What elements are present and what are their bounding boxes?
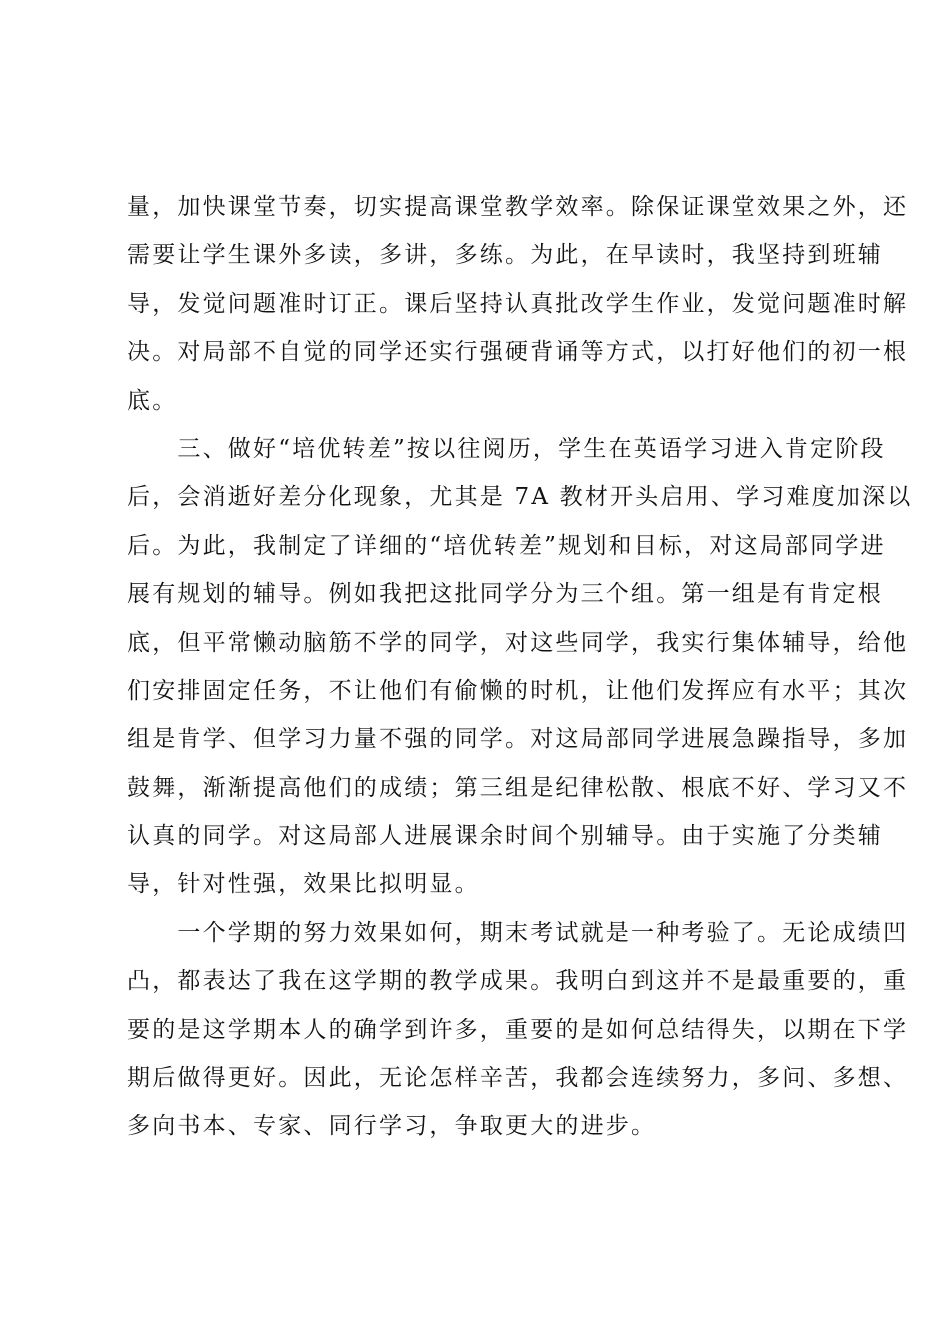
text-line: 导，针对性强，效果比拟明显。 <box>127 871 480 898</box>
text-line: 后。为此，我制定了详细的“培优转差”规划和目标，对这局部同学进 <box>127 532 886 559</box>
text-line: 底。 <box>127 387 178 414</box>
text-line: 要的是这学期本人的确学到许多，重要的是如何总结得失，以期在下学 <box>127 1016 909 1043</box>
text-line: 展有规划的辅导。例如我把这批同学分为三个组。第一组是有肯定根 <box>127 581 883 608</box>
text-line: 决。对局部不自觉的同学还实行强硬背诵等方式，以打好他们的初一根 <box>127 339 909 366</box>
body-text <box>127 183 913 1151</box>
text-line: 需要让学生课外多读，多讲，多练。为此，在早读时，我坚持到班辅 <box>127 242 883 269</box>
text-line: 三、做好“培优转差”按以往阅历，学生在英语学习进入肯定阶段 <box>127 435 886 462</box>
text-line: 们安排固定任务，不让他们有偷懒的时机，让他们发挥应有水平；其次 <box>127 677 909 704</box>
text-line: 底，但平常懒动脑筋不学的同学，对这些同学，我实行集体辅导，给他 <box>127 629 909 656</box>
text-line: 后，会消逝好差分化现象，尤其是 7A 教材开头启用、学习难度加深以 <box>127 484 913 511</box>
text-line: 鼓舞，渐渐提高他们的成绩；第三组是纪律松散、根底不好、学习又不 <box>127 774 909 801</box>
text-line: 导，发觉问题准时订正。课后坚持认真批改学生作业，发觉问题准时解 <box>127 290 909 317</box>
text-line: 多向书本、专家、同行学习，争取更大的进步。 <box>127 1113 657 1140</box>
paragraph-3 <box>127 909 909 1151</box>
text-line: 期后做得更好。因此，无论怎样辛苦，我都会连续努力，多问、多想、 <box>127 1065 909 1092</box>
text-line: 一个学期的努力效果如何，期末考试就是一种考验了。无论成绩凹 <box>127 919 909 946</box>
text-line: 量，加快课堂节奏，切实提高课堂教学效率。除保证课堂效果之外，还 <box>127 194 909 220</box>
text-line: 凸，都表达了我在这学期的教学成果。我明白到这并不是最重要的，重 <box>127 968 909 995</box>
text-line: 认真的同学。对这局部人进展课余时间个别辅导。由于实施了分类辅 <box>127 823 883 850</box>
paragraph-1 <box>127 183 909 425</box>
paragraph-2 <box>127 425 913 909</box>
text-line: 组是肯学、但学习力量不强的同学。对这局部同学进展急躁指导，多加 <box>127 726 909 753</box>
